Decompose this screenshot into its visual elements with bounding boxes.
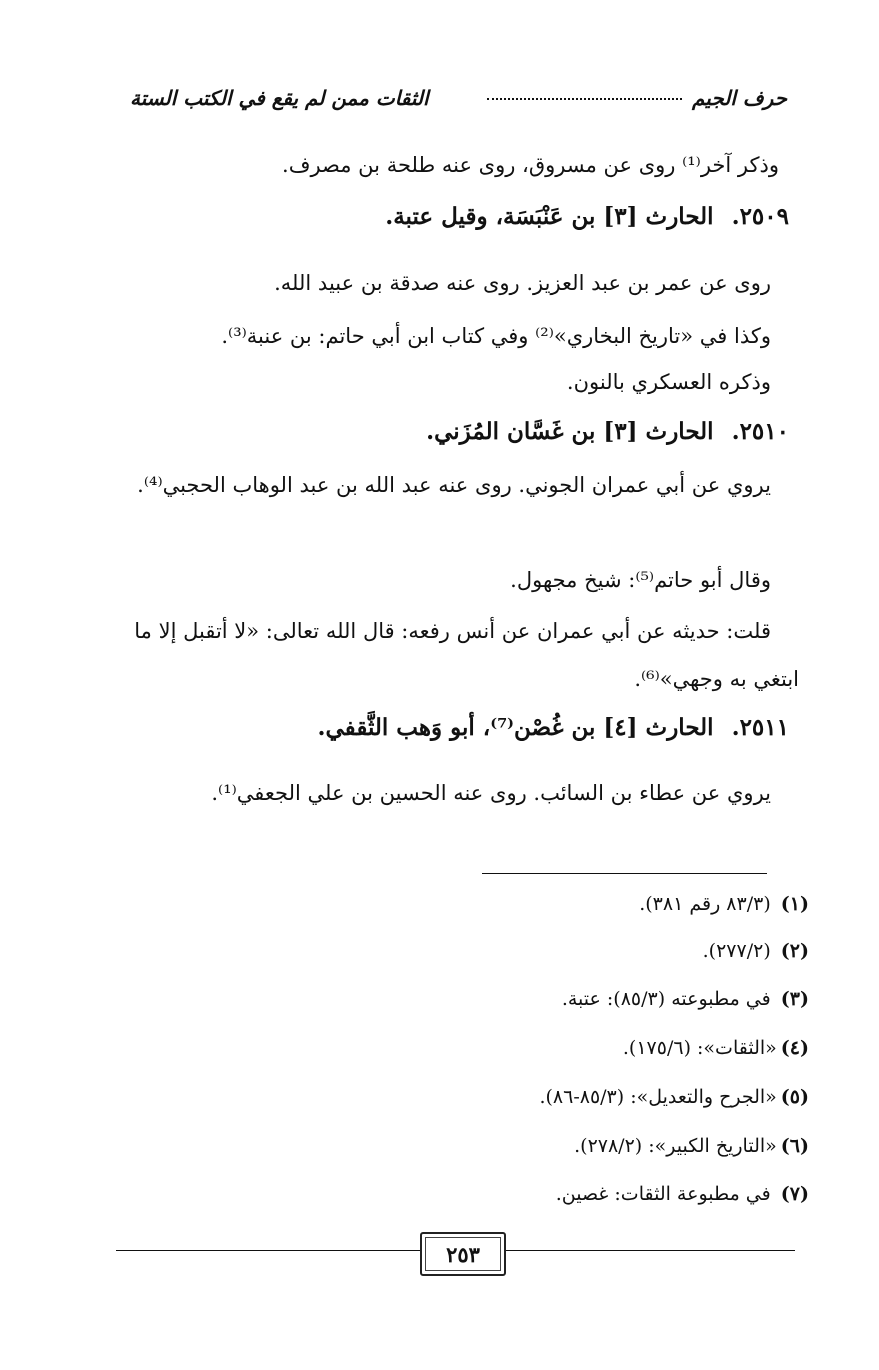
running-header-book-title: الثقات ممن لم يقع في الكتب الستة	[130, 86, 429, 110]
body-line: وذكر آخر⁽¹⁾ روى عن مسروق، روى عنه طلحة بن مصرف.	[282, 153, 779, 177]
footnote-number: (٣)	[780, 988, 809, 1010]
footnote-text: في مطبوعة الثقات: غصين.	[555, 1183, 771, 1205]
footnote	[574, 1132, 809, 1160]
running-header-chapter: حرف الجيم	[692, 86, 787, 110]
entry-heading-2509	[385, 200, 789, 234]
footnote	[562, 985, 809, 1013]
footnote-number: (٥)	[780, 1086, 809, 1108]
footnote-text: في مطبوعته (٨٥/٣): عتبة.	[561, 988, 771, 1010]
footnote-number: (٧)	[780, 1183, 809, 1205]
entry-number: ٢٥١٠.	[731, 418, 789, 445]
footnote-text: «التاريخ الكبير»: (٢٧٨/٢).	[574, 1135, 777, 1157]
entry-title: الحارث [٣] بن غَسَّان المُزَني.	[426, 418, 714, 445]
body-line: قلت: حديثه عن أبي عمران عن أنس رفعه: قال الله تعالى: «لا أتقبل إلا ما	[134, 619, 771, 643]
entry-title: الحارث [٤] بن غُصْن⁽⁷⁾، أبو وَهب الثَّقفي.	[317, 714, 714, 741]
body-line: وذكره العسكري بالنون.	[566, 370, 771, 394]
footnote-number: (١)	[780, 893, 809, 915]
entry-number: ٢٥٠٩.	[731, 203, 789, 230]
footnote-text: «الثقات»: (١٧٥/٦).	[622, 1037, 777, 1059]
entry-heading-2510	[426, 415, 789, 449]
footnote-text: (٢٧٧/٢).	[702, 940, 771, 962]
page-number-text: ٢٥٣	[446, 1241, 480, 1267]
footnote-number: (٤)	[780, 1037, 809, 1059]
entry-heading-2511	[318, 711, 790, 745]
body-line: ابتغي به وجهي»⁽⁶⁾.	[634, 667, 799, 691]
footnote-number: (٢)	[780, 940, 809, 962]
footnote-number: (٦)	[780, 1135, 809, 1157]
footnote	[703, 937, 809, 965]
footnote-text: «الجرح والتعديل»: (٨٥/٣-٨٦).	[539, 1086, 777, 1108]
entry-number: ٢٥١١.	[731, 714, 789, 741]
body-line: روى عن عمر بن عبد العزيز. روى عنه صدقة بن عبيد الله.	[274, 271, 771, 295]
body-line: وقال أبو حاتم⁽⁵⁾: شيخ مجهول.	[510, 568, 771, 592]
footnote-separator	[482, 873, 767, 874]
entry-title: الحارث [٣] بن عَنْبَسَة، وقيل عتبة.	[385, 203, 714, 230]
page-number	[420, 1232, 506, 1276]
body-line: وكذا في «تاريخ البخاري»⁽²⁾ وفي كتاب ابن أبي حاتم: بن عنبة⁽³⁾.	[221, 324, 771, 348]
footnote	[623, 1034, 809, 1062]
header-dot-leader	[487, 98, 682, 100]
footnote	[539, 1083, 809, 1111]
footnote	[639, 890, 809, 918]
body-line: يروي عن أبي عمران الجوني. روى عنه عبد الله بن عبد الوهاب الحجبي⁽⁴⁾.	[137, 473, 771, 497]
footnote	[556, 1180, 809, 1208]
footnote-text: (٨٣/٣ رقم ٣٨١).	[639, 893, 771, 915]
body-line: يروي عن عطاء بن السائب. روى عنه الحسين بن علي الجعفي⁽¹⁾.	[211, 781, 771, 805]
